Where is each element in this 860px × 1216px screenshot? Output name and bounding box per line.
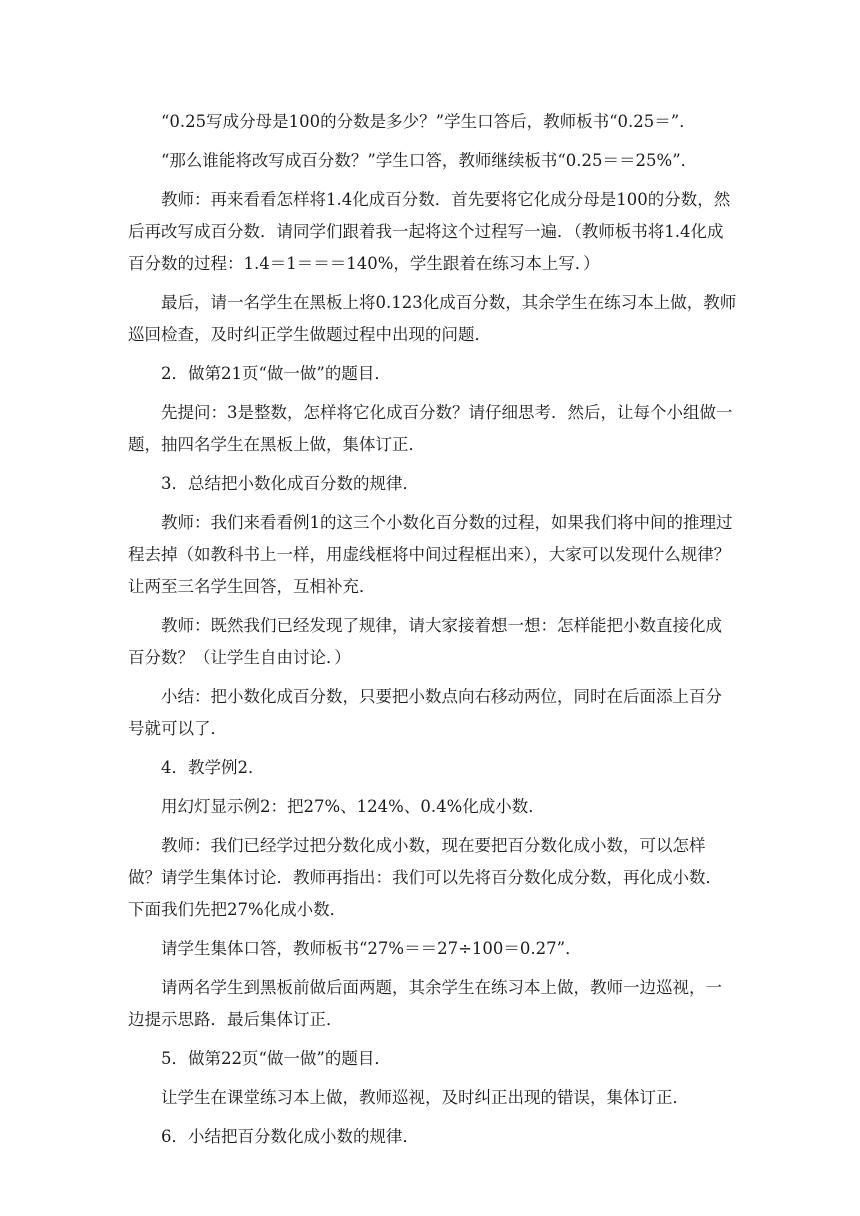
paragraph: 先提问：3是整数，怎样将它化成百分数？请仔细思考．然后，让每个小组做一题，抽四名学生在黑板上做，集体订正． (128, 403, 733, 454)
paragraph: 最后，请一名学生在黑板上将0.123化成百分数，其余学生在练习本上做，教师巡回检查，及时纠正学生做题过程中出现的问题． (128, 293, 737, 344)
paragraph: 教师：我们已经学过把分数化成小数，现在要把百分数化成小数，可以怎样做？请学生集体讨论．教师再指出：我们可以先将百分数化成分数，再化成小数．下面我们先把27%化成小数． (128, 836, 722, 919)
paragraph: 请学生集体口答，教师板书“27%＝＝27÷100＝0.27”． (161, 939, 582, 958)
paragraph: 教师：我们来看看例1的这三个小数化百分数的过程，如果我们将中间的推理过程去掉（如教科书上一样，用虚线框将中间过程框出来），大家可以发现什么规律？让两至三名学生回答，互相补充． (128, 513, 733, 596)
paragraph: 教师：再来看看怎样将1.4化成百分数．首先要将它化成分母是100的分数，然后再改写成百分数．请同学们跟着我一起将这个过程写一遍．（教师板书将1.4化成百分数的过程：1.4＝1＝＝＝140%，学生跟着在练习本上写．） (128, 190, 731, 273)
paragraph: 用幻灯显示例2：把27%、124%、0.4%化成小数． (161, 797, 545, 816)
paragraph: “0.25写成分母是100的分数是多少？”学生口答后，教师板书“0.25＝”． (161, 112, 696, 131)
paragraph: 让学生在课堂练习本上做，教师巡视，及时纠正出现的错误，集体订正． (161, 1088, 689, 1107)
paragraph: 2．做第21页“做一做”的题目． (161, 364, 391, 383)
paragraph: 5．做第22页“做一做”的题目． (161, 1049, 391, 1068)
paragraph: 6．小结把百分数化成小数的规律． (161, 1127, 419, 1146)
paragraph: 请两名学生到黑板前做后面两题，其余学生在练习本上做，教师一边巡视，一边提示思路．最后集体订正． (128, 978, 722, 1029)
paragraph: 教师：既然我们已经发现了规律，请大家接着想一想：怎样能把小数直接化成百分数？（让学生自由讨论．） (128, 616, 722, 667)
paragraph: 3．总结把小数化成百分数的规律． (161, 474, 419, 493)
paragraph: 小结：把小数化成百分数，只要把小数点向右移动两位，同时在后面添上百分号就可以了． (128, 687, 722, 738)
paragraph: “那么谁能将改写成百分数？”学生口答，教师继续板书“0.25＝＝25%”． (161, 151, 698, 170)
paragraph: 4．教学例2． (161, 758, 265, 777)
